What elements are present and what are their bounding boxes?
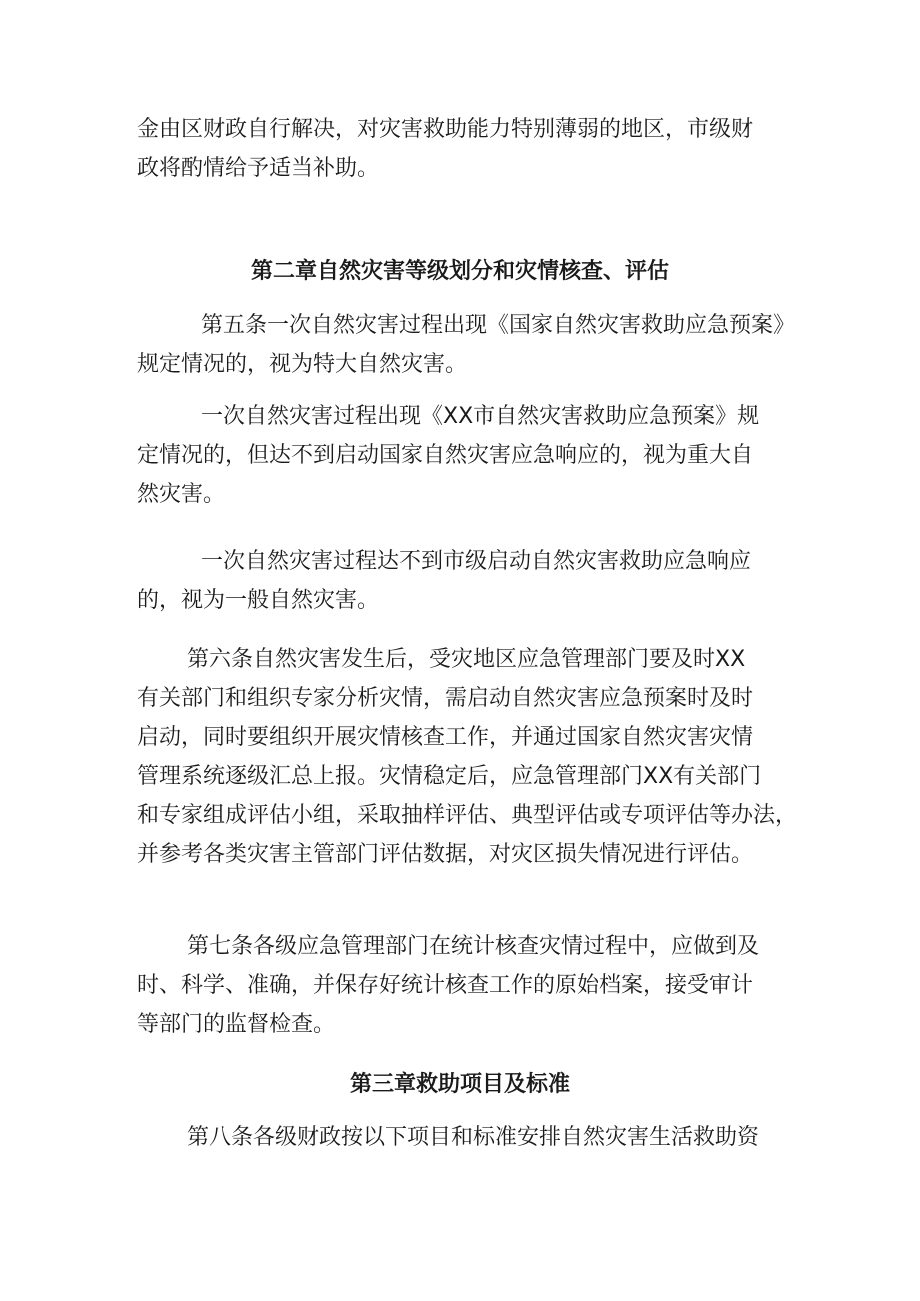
text-line: 和专家组成评估小组，采取抽样评估、典型评估或专项评估等办法， xyxy=(137,803,798,828)
text-line: 然灾害。 xyxy=(137,482,226,507)
text-line: 有关部门和组织专家分析灾情，需启动自然灾害应急预案时及时 xyxy=(137,686,754,711)
text-line: 政将酌情给予适当补助。 xyxy=(137,156,380,181)
text-line: 金由区财政自行解决，对灾害救助能力特别薄弱的地区，市级财 xyxy=(137,117,754,142)
article-7-paragraph xyxy=(137,927,792,1044)
text-line: 时、科学、准确，并保存好统计核查工作的原始档案，接受审计 xyxy=(137,973,754,998)
text-line: 管理系统逐级汇总上报。灾情稳定后，应急管理部门XX有关部门 xyxy=(137,764,762,789)
article-5-paragraph-3 xyxy=(137,542,792,620)
text-line: 第七条各级应急管理部门在统计核查灾情过程中，应做到及 xyxy=(187,934,760,959)
text-line: 第八条各级财政按以下项目和标准安排自然灾害生活救助资 xyxy=(187,1125,760,1150)
text-line: 一次自然灾害过程出现《XX市自然灾害救助应急预案》规 xyxy=(201,404,760,429)
text-line: 定情况的，但达不到启动国家自然灾害应急响应的，视为重大自 xyxy=(137,443,754,468)
text-line: 第六条自然灾害发生后，受灾地区应急管理部门要及时XX xyxy=(187,647,746,672)
text-line: 第五条一次自然灾害过程出现《国家自然灾害救助应急预案》 xyxy=(201,313,796,338)
text-line: 一次自然灾害过程达不到市级启动自然灾害救助应急响应 xyxy=(201,549,752,574)
text-line: 并参考各类灾害主管部门评估数据，对灾区损失情况进行评估。 xyxy=(137,842,754,867)
text-line: 等部门的监督检查。 xyxy=(137,1012,336,1037)
article-6-paragraph xyxy=(137,640,798,874)
text-line: 的，视为一般自然灾害。 xyxy=(137,588,380,613)
article-5-paragraph xyxy=(137,306,796,384)
text-line: 启动，同时要组织开展灾情核查工作，并通过国家自然灾害灾情 xyxy=(137,725,754,750)
text-line: 规定情况的，视为特大自然灾害。 xyxy=(137,352,468,377)
chapter-2-heading: 第二章自然灾害等级划分和灾情核查、评估 xyxy=(250,259,669,284)
article-8-paragraph xyxy=(137,1118,792,1157)
paragraph-continuation xyxy=(137,110,792,188)
article-5-paragraph-2 xyxy=(137,397,792,514)
chapter-3-heading: 第三章救助项目及标准 xyxy=(349,1072,570,1097)
